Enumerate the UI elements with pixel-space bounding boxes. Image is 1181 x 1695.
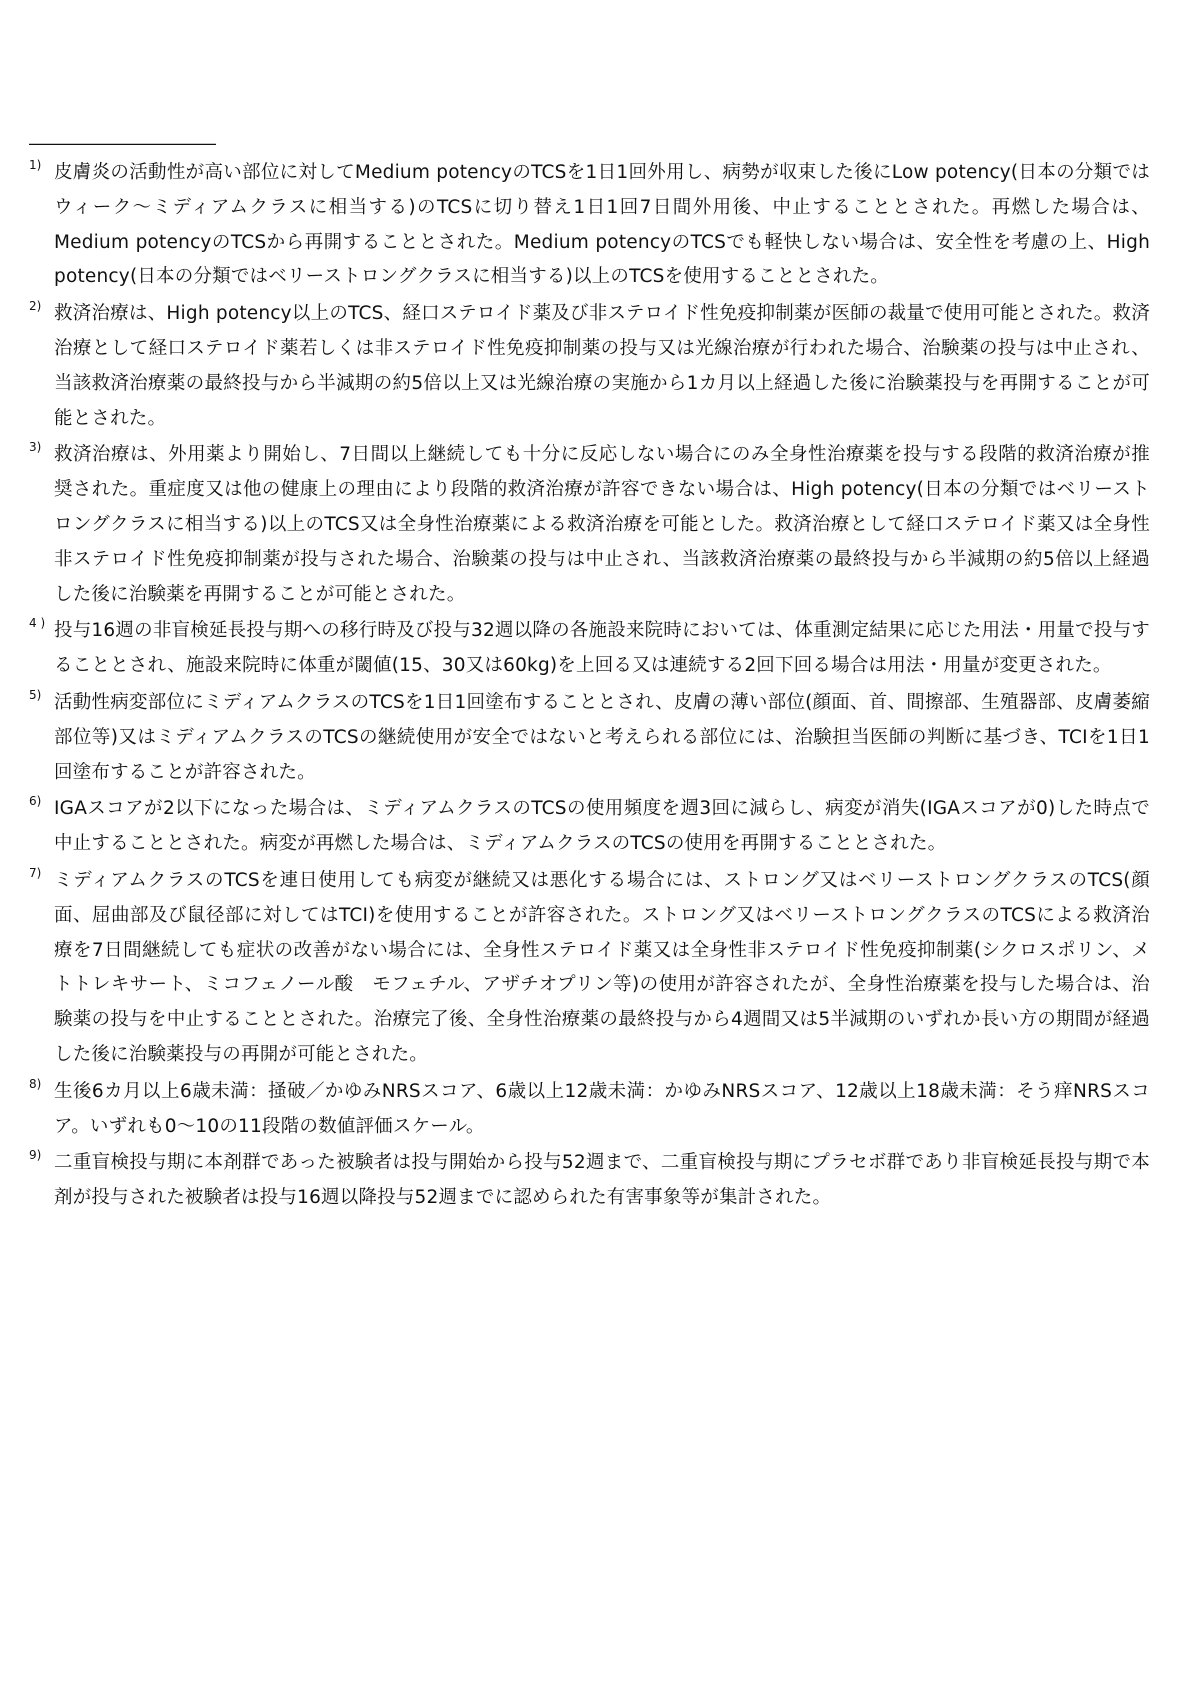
footnote-text: 二重盲検投与期に本剤群であった被験者は投与開始から投与52週まで、二重盲検投与期にプラセボ群であり非盲検延長投与期で本剤が投与された被験者は投与16週以降投与52週までに認められた有害事象等が集計された。 — [54, 1152, 1150, 1209]
footnote-marker: 6) — [29, 794, 42, 809]
footnote-text: 活動性病変部位にミディアムクラスのTCSを1日1回塗布することとされ、皮膚の薄い部位(顔面、首、間擦部、生殖器部、皮膚萎縮部位等)又はミディアムクラスのTCSの継続使用が安全ではないと考えられる部位には、治験担当医師の判断に基づき、TCIを1日1回塗布することが許容された。 — [54, 691, 1150, 783]
footnote-6 — [0, 792, 1181, 862]
footnote-marker: 4 ) — [29, 616, 46, 631]
footnote-4 — [0, 614, 1181, 684]
footnote-text: 投与16週の非盲検延長投与期への移行時及び投与32週以降の各施設来院時においては、体重測定結果に応じた用法・用量で投与することとされ、施設来院時に体重が閾値(15、30又は60kg)を上回る又は連続する2回下回る場合は用法・用量が変更された。 — [54, 620, 1150, 677]
footnote-text: 生後6カ月以上6歳未満：掻破／かゆみNRSスコア、6歳以上12歳未満：かゆみNRSスコア、12歳以上18歳未満：そう痒NRSスコア。いずれも0～10の11段階の数値評価スケール。 — [54, 1080, 1150, 1137]
footnote-marker: 9) — [29, 1148, 42, 1163]
footnote-text: 救済治療は、High potency以上のTCS、経口ステロイド薬及び非ステロイド性免疫抑制薬が医師の裁量で使用可能とされた。救済治療として経口ステロイド薬若しくは非ステロイド性免疫抑制薬の投与又は光線治療が行われた場合、治験薬の投与は中止され、当該救済治療薬の最終投与から半減期の約5倍以上又は光線治療の実施から1カ月以上経過した後に治験薬投与を再開することが可能とされた。 — [54, 303, 1150, 429]
footnote-text: ミディアムクラスのTCSを連日使用しても病変が継続又は悪化する場合には、ストロング又はベリーストロングクラスのTCS(顔面、屈曲部及び鼠径部に対してはTCI)を使用することが許容された。ストロング又はベリーストロングクラスのTCSによる救済治療を7日間継続しても症状の改善がない場合には、全身性ステロイド薬又は全身性非ステロイド性免疫抑制薬(シクロスポリン、メトトレキサート、ミコフェノール酸 モフェチル、アザチオプリン等)の使用が許容されたが、全身性治療薬を投与した場合は、治験薬の投与を中止することとされた。治療完了後、全身性治療薬の最終投与から4週間又は5半減期のいずれか長い方の期間が経過した後に治験薬投与の再開が可能とされた。 — [54, 869, 1150, 1065]
footnote-3 — [0, 438, 1181, 612]
footnote-7 — [0, 864, 1181, 1073]
footnote-marker: 2) — [29, 299, 42, 314]
footnote-marker: 8) — [29, 1076, 42, 1091]
footnote-list — [0, 156, 1181, 1218]
footnote-text: IGAスコアが2以下になった場合は、ミディアムクラスのTCSの使用頻度を週3回に減らし、病変が消失(IGAスコアが0)した時点で中止することとされた。病変が再燃した場合は、ミディアムクラスのTCSの使用を再開することとされた。 — [54, 798, 1150, 855]
footnote-5 — [0, 686, 1181, 790]
footnote-text: 皮膚炎の活動性が高い部位に対してMedium potencyのTCSを1日1回外用し、病勢が収束した後にLow potency(日本の分類ではウィーク～ミディアムクラスに相当する)のTCSに切り替え1日1回7日間外用後、中止することとされた。再燃した場合は、Medium potencyのTCSから再開することとされた。Medium potencyのTCSでも軽快しない場合は、安全性を考慮の上、High potency(日本の分類ではベリーストロングクラスに相当する)以上のTCSを使用することとされた。 — [54, 162, 1150, 288]
footnote-9 — [0, 1146, 1181, 1216]
footnote-2 — [0, 297, 1181, 436]
footnote-marker: 1) — [29, 158, 42, 172]
footnote-separator: ――――――――――― — [29, 134, 216, 154]
footnote-1 — [0, 156, 1181, 295]
footnote-8 — [0, 1075, 1181, 1145]
footnote-marker: 3) — [29, 440, 42, 455]
footnote-marker: 7) — [29, 865, 42, 880]
footnote-marker: 5) — [29, 687, 42, 702]
footnote-text: 救済治療は、外用薬より開始し、7日間以上継続しても十分に反応しない場合にのみ全身性治療薬を投与する段階的救済治療が推奨された。重症度又は他の健康上の理由により段階的救済治療が許容できない場合は、High potency(日本の分類ではベリーストロングクラスに相当する)以上のTCS又は全身性治療薬による救済治療を可能とした。救済治療として経口ステロイド薬又は全身性非ステロイド性免疫抑制薬が投与された場合、治験薬の投与は中止され、当該救済治療薬の最終投与から半減期の約5倍以上経過した後に治験薬を再開することが可能とされた。 — [54, 444, 1150, 605]
